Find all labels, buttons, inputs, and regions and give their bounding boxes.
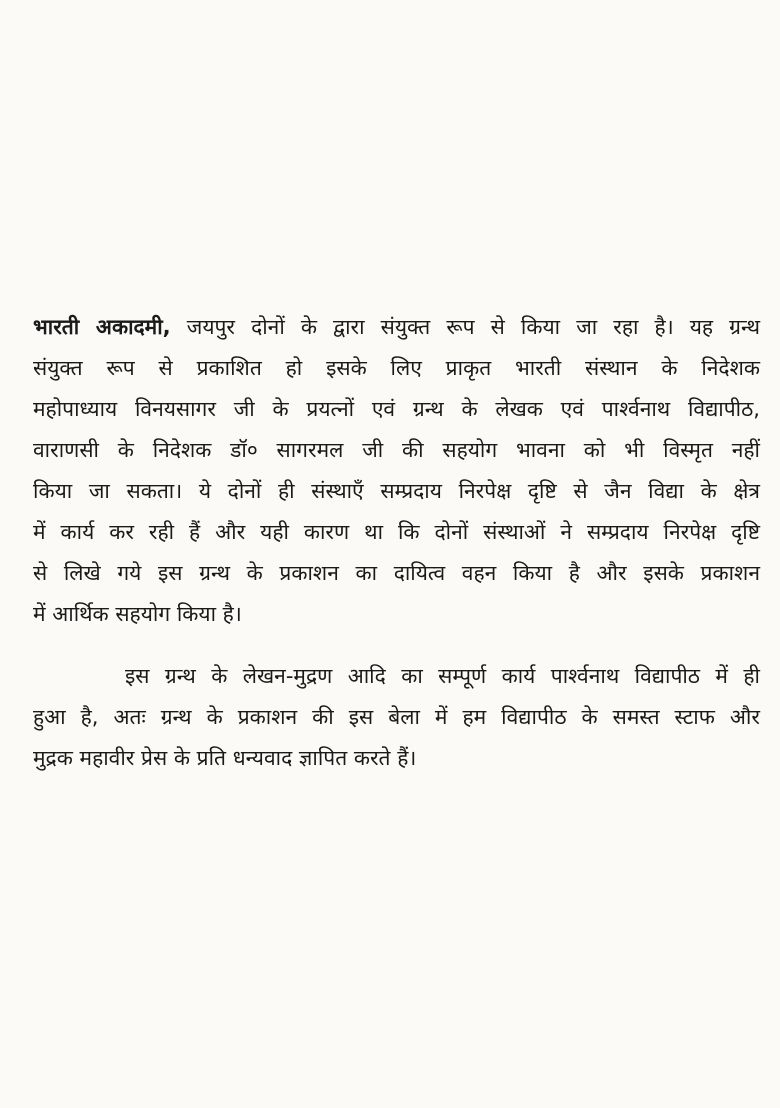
text-line: महोपाध्याय विनयसागर जी के प्रयत्नों एवं ग्रन्थ के लेखक एवं पार्श्वनाथ विद्यापीठ, bbox=[33, 397, 760, 421]
text-line: इस ग्रन्थ के लेखन-मुद्रण आदि का सम्पूर्ण कार्य पार्श्वनाथ विद्यापीठ में ही bbox=[125, 664, 760, 688]
text-line: वाराणसी के निदेशक डॉ० सागरमल जी की सहयोग भावना को भी विस्मृत नहीं bbox=[33, 438, 760, 462]
text-line: में आर्थिक सहयोग किया है। bbox=[33, 602, 242, 626]
text-line: संयुक्त रूप से प्रकाशित हो इसके लिए प्राकृत भारती संस्थान के निदेशक bbox=[33, 356, 760, 380]
line-text: जयपुर दोनों के द्वारा संयुक्त रूप से किया जा रहा है। यह ग्रन्थ bbox=[170, 315, 761, 339]
text-line: किया जा सकता। ये दोनों ही संस्थाएँ सम्प्रदाय निरपेक्ष दृष्टि से जैन विद्या के क्षेत्र bbox=[33, 479, 760, 503]
text-line: मुद्रक महावीर प्रेस के प्रति धन्यवाद ज्ञापित करते हैं। bbox=[33, 746, 417, 770]
text-line: में कार्य कर रही हैं और यही कारण था कि दोनों संस्थाओं ने सम्प्रदाय निरपेक्ष दृष्टि bbox=[33, 520, 760, 544]
text-line bbox=[33, 312, 760, 342]
text-line: हुआ है, अतः ग्रन्थ के प्रकाशन की इस बेला में हम विद्यापीठ के समस्त स्टाफ और bbox=[33, 705, 760, 729]
bold-lead: भारती अकादमी, bbox=[33, 315, 171, 339]
text-line: से लिखे गये इस ग्रन्थ के प्रकाशन का दायित्व वहन किया है और इसके प्रकाशन bbox=[33, 561, 760, 585]
